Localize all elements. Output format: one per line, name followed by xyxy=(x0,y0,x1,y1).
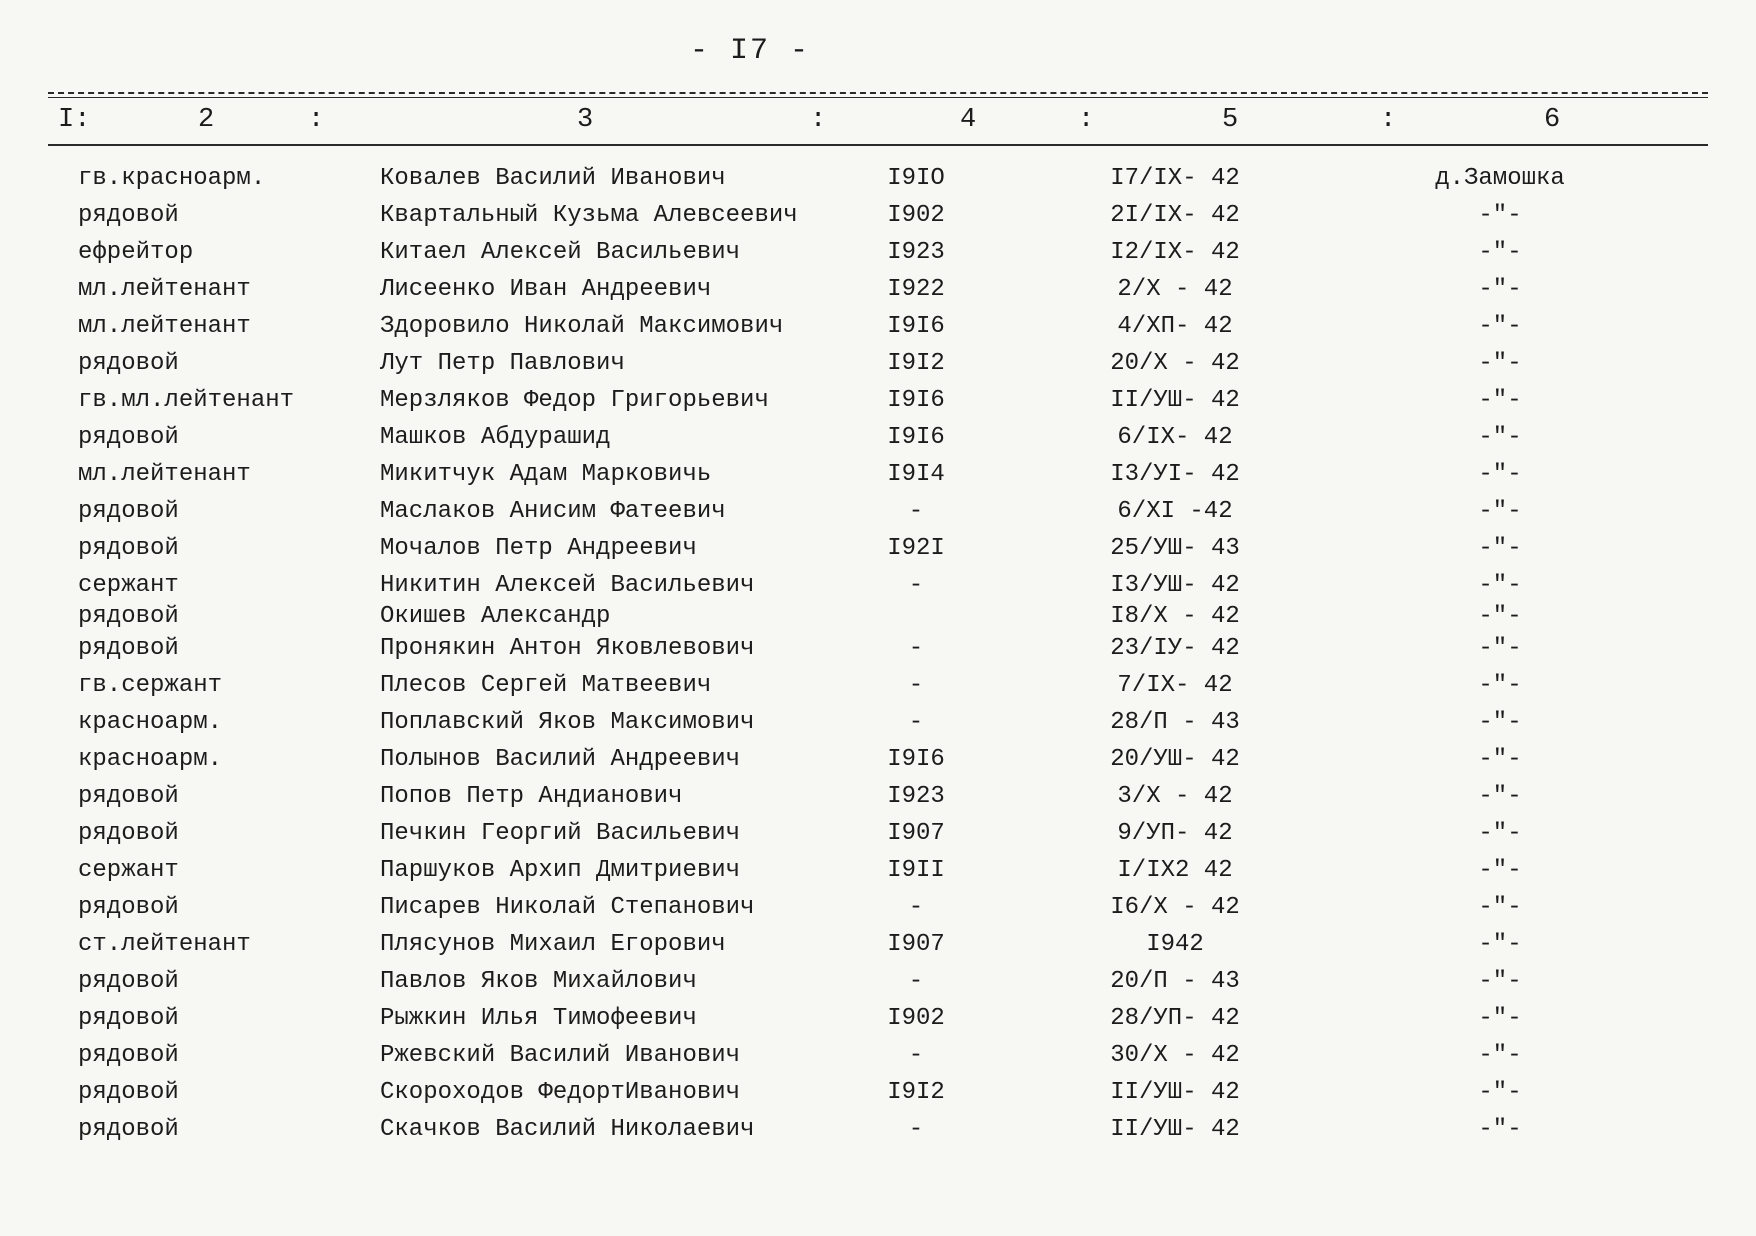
rank-cell: сержант xyxy=(78,857,179,884)
date-cell: I942 xyxy=(1146,931,1204,958)
name-cell: Окишев Александр xyxy=(380,603,611,630)
rank-cell: мл.лейтенант xyxy=(78,461,251,488)
place-cell: -"- xyxy=(1478,387,1522,414)
name-cell: Маслаков Анисим Фатеевич xyxy=(380,498,726,525)
rank-cell: гв.мл.лейтенант xyxy=(78,387,295,414)
date-cell: 28/УП- 42 xyxy=(1110,1005,1240,1032)
record-row xyxy=(0,852,1756,889)
date-cell: II/УШ- 42 xyxy=(1110,1116,1240,1143)
name-cell: Китаел Алексей Васильевич xyxy=(380,239,741,266)
place-cell: -"- xyxy=(1478,1042,1522,1069)
column-header-6: 6 xyxy=(1544,105,1561,135)
page-number: - I7 - xyxy=(690,34,811,68)
birth-year-cell: I92I xyxy=(887,535,945,562)
place-cell: -"- xyxy=(1478,857,1522,884)
birth-year-cell: - xyxy=(908,635,924,662)
record-row xyxy=(0,493,1756,530)
record-row xyxy=(0,456,1756,493)
date-cell: I/IX2 42 xyxy=(1117,857,1233,884)
birth-year-cell: - xyxy=(908,672,924,699)
rank-cell: гв.сержант xyxy=(78,672,223,699)
record-row xyxy=(0,234,1756,271)
column-separator: : xyxy=(1078,105,1095,135)
name-cell: Ржевский Василий Иванович xyxy=(380,1042,741,1069)
column-separator: : xyxy=(308,105,325,135)
birth-year-cell: I9I2 xyxy=(887,350,945,377)
date-cell: I7/IX- 42 xyxy=(1110,165,1240,192)
date-cell: 3/X - 42 xyxy=(1117,783,1233,810)
name-cell: Печкин Георгий Васильевич xyxy=(380,820,741,847)
name-cell: Плясунов Михаил Егорович xyxy=(380,931,726,958)
rank-cell: рядовой xyxy=(78,968,179,995)
rank-cell: мл.лейтенант xyxy=(78,313,251,340)
name-cell: Скороходов ФедортИванович xyxy=(380,1079,741,1106)
name-cell: Скачков Василий Николаевич xyxy=(380,1116,755,1143)
place-cell: -"- xyxy=(1478,603,1522,630)
rank-cell: рядовой xyxy=(78,498,179,525)
birth-year-cell: I922 xyxy=(887,276,945,303)
name-cell: Мочалов Петр Андреевич xyxy=(380,535,697,562)
birth-year-cell: - xyxy=(908,1042,924,1069)
place-cell: д.Замошка xyxy=(1435,165,1565,192)
rank-cell: рядовой xyxy=(78,635,179,662)
date-cell: 4/XП- 42 xyxy=(1117,313,1233,340)
birth-year-cell: I902 xyxy=(887,1005,945,1032)
name-cell: Попов Петр Андианович xyxy=(380,783,683,810)
rank-cell: гв.красноарм. xyxy=(78,165,266,192)
place-cell: -"- xyxy=(1478,894,1522,921)
rank-cell: рядовой xyxy=(78,603,179,630)
name-cell: Плесов Сергей Матвеевич xyxy=(380,672,712,699)
record-row xyxy=(0,926,1756,963)
place-cell: -"- xyxy=(1478,820,1522,847)
place-cell: -"- xyxy=(1478,424,1522,451)
record-row xyxy=(0,271,1756,308)
birth-year-cell: - xyxy=(908,968,924,995)
record-list xyxy=(0,160,1756,1148)
name-cell: Лисеенко Иван Андреевич xyxy=(380,276,712,303)
record-row xyxy=(0,963,1756,1000)
name-cell: Никитин Алексей Васильевич xyxy=(380,572,755,599)
column-header-5: 5 xyxy=(1222,105,1239,135)
birth-year-cell: - xyxy=(908,572,924,599)
date-cell: 9/УП- 42 xyxy=(1117,820,1233,847)
birth-year-cell: I9I6 xyxy=(887,746,945,773)
date-cell: I2/IX- 42 xyxy=(1110,239,1240,266)
name-cell: Рыжкин Илья Тимофеевич xyxy=(380,1005,697,1032)
rank-cell: красноарм. xyxy=(78,709,223,736)
column-separator: : xyxy=(1380,105,1397,135)
rank-cell: рядовой xyxy=(78,1005,179,1032)
birth-year-cell: - xyxy=(908,894,924,921)
place-cell: -"- xyxy=(1478,498,1522,525)
place-cell: -"- xyxy=(1478,1079,1522,1106)
column-header-1: I: xyxy=(58,105,91,135)
record-row xyxy=(0,889,1756,926)
column-header-2: 2 xyxy=(198,105,215,135)
birth-year-cell: I923 xyxy=(887,783,945,810)
record-row xyxy=(0,308,1756,345)
rank-cell: рядовой xyxy=(78,1079,179,1106)
record-row xyxy=(0,1111,1756,1148)
place-cell: -"- xyxy=(1478,572,1522,599)
birth-year-cell xyxy=(856,604,976,630)
date-cell: I3/УШ- 42 xyxy=(1110,572,1240,599)
date-cell: II/УШ- 42 xyxy=(1110,387,1240,414)
date-cell: 6/XI -42 xyxy=(1117,498,1233,525)
name-cell: Поплавский Яков Максимович xyxy=(380,709,755,736)
record-row xyxy=(0,1000,1756,1037)
date-cell: I3/УI- 42 xyxy=(1110,461,1240,488)
record-row xyxy=(0,530,1756,567)
record-row xyxy=(0,741,1756,778)
header-rule-top-inner xyxy=(48,97,1708,98)
rank-cell: рядовой xyxy=(78,783,179,810)
name-cell: Лут Петр Павлович xyxy=(380,350,625,377)
record-row xyxy=(0,197,1756,234)
rank-cell: рядовой xyxy=(78,1042,179,1069)
record-row xyxy=(0,382,1756,419)
column-header-3: 3 xyxy=(577,105,594,135)
rank-cell: рядовой xyxy=(78,894,179,921)
place-cell: -"- xyxy=(1478,276,1522,303)
record-row xyxy=(0,567,1756,604)
place-cell: -"- xyxy=(1478,535,1522,562)
birth-year-cell: I9I2 xyxy=(887,1079,945,1106)
rank-cell: рядовой xyxy=(78,350,179,377)
rank-cell: мл.лейтенант xyxy=(78,276,251,303)
place-cell: -"- xyxy=(1478,350,1522,377)
date-cell: 20/УШ- 42 xyxy=(1110,746,1240,773)
record-row xyxy=(0,1074,1756,1111)
name-cell: Павлов Яков Михайлович xyxy=(380,968,697,995)
date-cell: I8/X - 42 xyxy=(1110,603,1240,630)
date-cell: 30/X - 42 xyxy=(1110,1042,1240,1069)
date-cell: 28/П - 43 xyxy=(1110,709,1240,736)
date-cell: 2/X - 42 xyxy=(1117,276,1233,303)
place-cell: -"- xyxy=(1478,746,1522,773)
birth-year-cell: I907 xyxy=(887,931,945,958)
birth-year-cell: I9I6 xyxy=(887,387,945,414)
rank-cell: рядовой xyxy=(78,820,179,847)
place-cell: -"- xyxy=(1478,202,1522,229)
birth-year-cell: I923 xyxy=(887,239,945,266)
birth-year-cell: I902 xyxy=(887,202,945,229)
rank-cell: рядовой xyxy=(78,202,179,229)
place-cell: -"- xyxy=(1478,709,1522,736)
place-cell: -"- xyxy=(1478,635,1522,662)
header-rule-bottom xyxy=(48,144,1708,146)
name-cell: Полынов Василий Андреевич xyxy=(380,746,741,773)
place-cell: -"- xyxy=(1478,968,1522,995)
rank-cell: красноарм. xyxy=(78,746,223,773)
record-row xyxy=(0,419,1756,456)
record-row xyxy=(0,815,1756,852)
date-cell: 25/УШ- 43 xyxy=(1110,535,1240,562)
rank-cell: сержант xyxy=(78,572,179,599)
date-cell: 23/IУ- 42 xyxy=(1110,635,1240,662)
date-cell: 6/IX- 42 xyxy=(1117,424,1233,451)
name-cell: Микитчук Адам Марковичь xyxy=(380,461,712,488)
record-row xyxy=(0,1037,1756,1074)
date-cell: I6/X - 42 xyxy=(1110,894,1240,921)
place-cell: -"- xyxy=(1478,313,1522,340)
name-cell: Квартальный Кузьма Алевсеевич xyxy=(380,202,798,229)
record-row xyxy=(0,345,1756,382)
name-cell: Пронякин Антон Яковлевович xyxy=(380,635,755,662)
date-cell: 20/П - 43 xyxy=(1110,968,1240,995)
name-cell: Ковалев Василий Иванович xyxy=(380,165,726,192)
birth-year-cell: I9I4 xyxy=(887,461,945,488)
record-row xyxy=(0,667,1756,704)
place-cell: -"- xyxy=(1478,672,1522,699)
record-row xyxy=(0,778,1756,815)
place-cell: -"- xyxy=(1478,461,1522,488)
column-separator: : xyxy=(810,105,827,135)
rank-cell: рядовой xyxy=(78,535,179,562)
rank-cell: рядовой xyxy=(78,1116,179,1143)
place-cell: -"- xyxy=(1478,239,1522,266)
rank-cell: ст.лейтенант xyxy=(78,931,251,958)
name-cell: Паршуков Архип Дмитриевич xyxy=(380,857,741,884)
birth-year-cell: I9I6 xyxy=(887,424,945,451)
birth-year-cell: I907 xyxy=(887,820,945,847)
birth-year-cell: I9IO xyxy=(887,165,945,192)
date-cell: 2I/IX- 42 xyxy=(1110,202,1240,229)
record-row xyxy=(0,160,1756,197)
name-cell: Здоровило Николай Максимович xyxy=(380,313,784,340)
place-cell: -"- xyxy=(1478,1116,1522,1143)
birth-year-cell: - xyxy=(908,498,924,525)
date-cell: II/УШ- 42 xyxy=(1110,1079,1240,1106)
record-row xyxy=(0,604,1756,630)
name-cell: Писарев Николай Степанович xyxy=(380,894,755,921)
date-cell: 20/X - 42 xyxy=(1110,350,1240,377)
name-cell: Мерзляков Федор Григорьевич xyxy=(380,387,769,414)
place-cell: -"- xyxy=(1478,931,1522,958)
birth-year-cell: I9I6 xyxy=(887,313,945,340)
name-cell: Машков Абдурашид xyxy=(380,424,611,451)
birth-year-cell: - xyxy=(908,709,924,736)
record-row xyxy=(0,704,1756,741)
place-cell: -"- xyxy=(1478,1005,1522,1032)
birth-year-cell: I9II xyxy=(887,857,945,884)
date-cell: 7/IX- 42 xyxy=(1117,672,1233,699)
rank-cell: ефрейтор xyxy=(78,239,194,266)
place-cell: -"- xyxy=(1478,783,1522,810)
header-rule-top xyxy=(48,92,1708,94)
birth-year-cell: - xyxy=(908,1116,924,1143)
rank-cell: рядовой xyxy=(78,424,179,451)
column-header-4: 4 xyxy=(960,105,977,135)
record-row xyxy=(0,630,1756,667)
